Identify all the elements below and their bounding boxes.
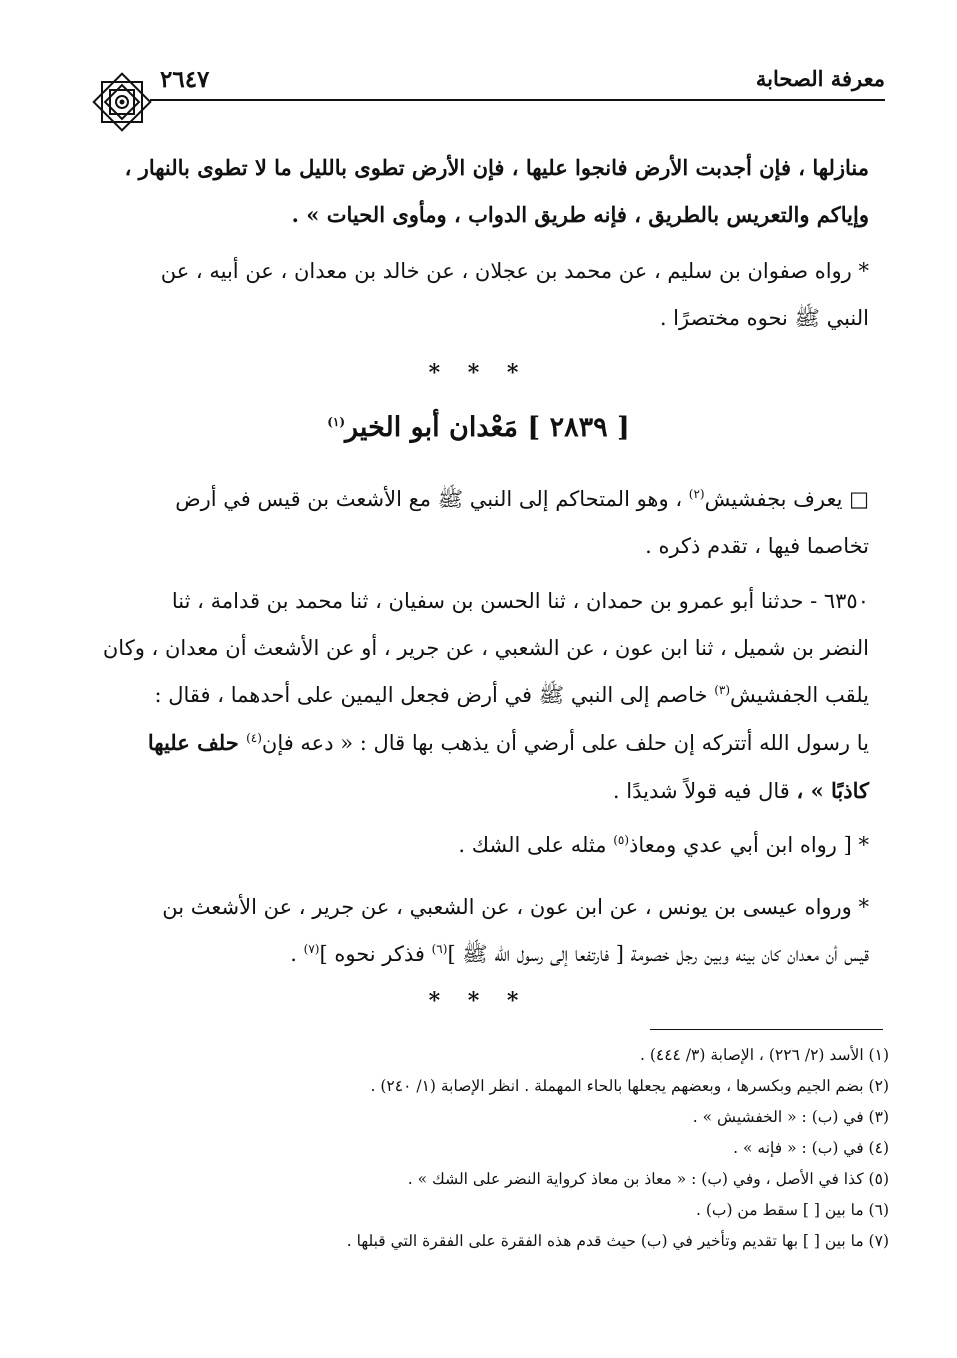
entry-name: مَعْدان أبو الخير (345, 412, 518, 443)
text-line: * رواه صفوان بن سليم ، عن محمد بن عجلان ، عن خالد بن معدان ، عن أبيه ، عن (160, 259, 869, 283)
footnotes (69, 1040, 889, 1257)
footnote-ref: (١) (327, 415, 346, 429)
footnote: (٢) بضم الجيم وبكسرها ، وبعضهم يجعلها بالحاء المهملة . انظر الإصابة (١/ ٢٤٠) . (370, 1077, 889, 1095)
text-segment: خاصم إلى النبي ﷺ في أرض فجعل اليمين على أحدهما ، فقال : (154, 683, 715, 707)
text-segment: * [ رواه ابن أبي عدي ومعاذ (629, 833, 869, 857)
text-line: تخاصما فيها ، تقدم ذكره . (645, 534, 869, 558)
footnote-ref: (٣) (714, 683, 731, 697)
ornament-icon (88, 68, 156, 136)
narration-note (89, 884, 869, 978)
header-rule (150, 99, 885, 101)
narration-note (89, 248, 869, 342)
text-line: النبي ﷺ نحوه مختصرًا . (659, 306, 869, 330)
text-segment: يا رسول الله أتتركه إن حلف على أرضي أن يذهب بها قال : « دعه فإن (261, 731, 869, 755)
footnote-rule (650, 1029, 883, 1030)
entry-intro (89, 476, 869, 570)
footnote: (٤) في (ب) : « فإنه » . (733, 1139, 889, 1157)
footnote-ref: (٢) (688, 487, 705, 501)
text-line: منازلها ، فإن أجدبت الأرض فانجوا عليها ، فإن الأرض تطوى بالليل ما لا تطوى بالنهار ، (124, 155, 869, 180)
section-separator: * * * (428, 360, 529, 386)
text-segment: قال فيه قولاً شديدًا . (612, 779, 797, 803)
entry-number: [ ٢٨٣٩ ] (527, 412, 630, 443)
footnote-ref: (٤) (246, 731, 262, 745)
text-line: وإياكم والتعريس بالطريق ، فإنه طريق الدواب ، ومأوى الحيات » . (291, 202, 869, 227)
footnote: (٣) في (ب) : « الخفشيش » . (692, 1108, 889, 1126)
text-segment: فذكر نحوه ] (319, 942, 432, 966)
footnote-ref: (٧) (303, 942, 320, 956)
running-header-title: معرفة الصحابة (755, 66, 885, 91)
section-separator: * * * (428, 988, 529, 1014)
text-line: ٦٣٥٠ - حدثنا أبو عمرو بن حمدان ، ثنا الحسن بن سفيان ، ثنا محمد بن قدامة ، ثنا (171, 589, 869, 613)
footnote: (٥) كذا في الأصل ، وفي (ب) : « معاذ بن معاذ كرواية النضر على الشك » . (407, 1170, 889, 1188)
entry-heading (0, 412, 957, 443)
text-segment: مثله على الشك . (458, 833, 614, 857)
text-line: * ورواه عيسى بن يونس ، عن ابن عون ، عن الشعبي ، عن جرير ، عن الأشعث بن (162, 895, 869, 919)
footnote: (٦) ما بين [ ] سقط من (ب) . (695, 1201, 889, 1219)
text-line: النضر بن شميل ، ثنا ابن عون ، عن الشعبي ، عن جرير ، أو عن الأشعث أن معدان ، وكان (102, 636, 869, 660)
footnote-ref: (٥) (613, 833, 630, 847)
hadith-6350 (89, 578, 869, 815)
text-segment: كاذبًا » ، (796, 778, 869, 803)
footnote: (٧) ما بين [ ] بها تقديم وتأخير في (ب) حيث قدم هذه الفقرة على الفقرة التي قبلها . (346, 1232, 889, 1250)
footnote: (١) الأسد (٢/ ٢٢٦) ، الإصابة (٣/ ٤٤٤) . (640, 1046, 889, 1064)
text-segment: ، وهو المتحاكم إلى النبي ﷺ مع الأشعث بن قيس في أرض (175, 487, 689, 511)
page-number: ٢٦٤٧ (160, 66, 210, 93)
footnote-ref: (٦) (431, 942, 448, 956)
text-segment: □ يعرف بجفشيش (704, 487, 869, 511)
text-segment: حلف عليها (147, 730, 247, 755)
text-segment: يلقب الجفشيش (730, 683, 869, 707)
text-segment: . (290, 942, 304, 966)
text-segment: قيس أن معدان كان بينه وبين رجل خصومة [ فارتفعا إلى رسول الله ﷺ ] (447, 942, 869, 966)
hadith-continuation (89, 144, 869, 238)
narration-note (89, 822, 869, 869)
